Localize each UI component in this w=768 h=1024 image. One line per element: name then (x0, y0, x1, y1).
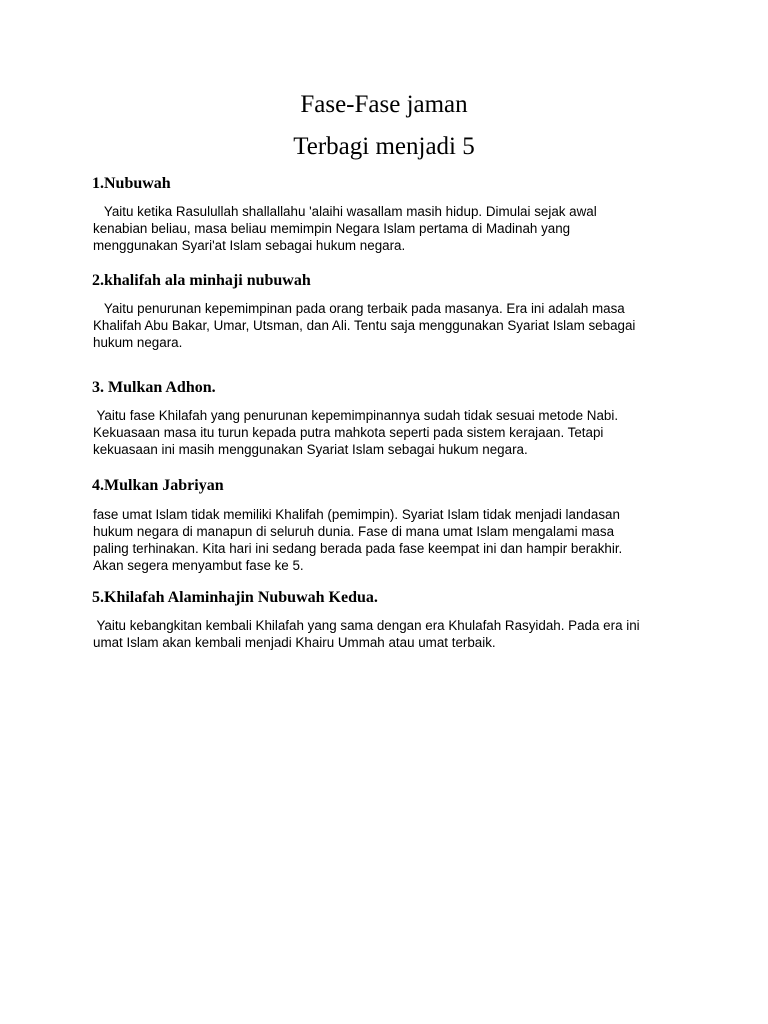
document-title: Fase-Fase jaman (300, 91, 468, 118)
section-body-mulkan-jabriyan (93, 506, 693, 574)
body-line: fase umat Islam tidak memiliki Khalifah (pemimpin). Syariat Islam tidak menjadi landasan (93, 507, 620, 522)
section-heading-mulkan-adhon: 3. Mulkan Adhon. (92, 379, 216, 396)
body-line: Yaitu fase Khilafah yang penurunan kepemimpinannya sudah tidak sesuai metode Nabi. (93, 408, 619, 423)
body-line: Yaitu penurunan kepemimpinan pada orang terbaik pada masanya. Era ini adalah masa (93, 301, 625, 316)
body-line: paling terhinakan. Kita hari ini sedang berada pada fase keempat ini dan hampir berakhir. (93, 541, 623, 556)
body-line: menggunakan Syari'at Islam sebagai hukum negara. (93, 238, 406, 253)
body-line: kekuasaan ini masih menggunakan Syariat Islam sebagai hukum negara. (93, 442, 528, 457)
section-body-nubuwah (93, 203, 693, 254)
body-line: umat Islam akan kembali menjadi Khairu Ummah atau umat terbaik. (93, 635, 496, 650)
section-heading-khalifah: 2.khalifah ala minhaji nubuwah (92, 272, 311, 289)
section-body-mulkan-adhon (93, 407, 693, 458)
section-heading-khilafah-kedua: 5.Khilafah Alaminhajin Nubuwah Kedua. (92, 589, 378, 606)
body-line: Kekuasaan masa itu turun kepada putra mahkota seperti pada sistem kerajaan. Tetapi (93, 425, 604, 440)
body-line: hukum negara di manapun di seluruh dunia. Fase di mana umat Islam mengalami masa (93, 524, 615, 539)
section-body-khilafah-kedua (93, 617, 693, 651)
document-subtitle: Terbagi menjadi 5 (293, 133, 475, 160)
section-body-khalifah (93, 300, 693, 351)
body-line: Yaitu ketika Rasulullah shallallahu 'alaihi wasallam masih hidup. Dimulai sejak awal (93, 204, 597, 219)
section-heading-mulkan-jabriyan: 4.Mulkan Jabriyan (92, 477, 224, 494)
section-heading-nubuwah: 1.Nubuwah (92, 175, 171, 192)
body-line: Khalifah Abu Bakar, Umar, Utsman, dan Ali. Tentu saja menggunakan Syariat Islam sebagai (93, 318, 636, 333)
body-line: hukum negara. (93, 335, 183, 350)
body-line: kenabian beliau, masa beliau memimpin Negara Islam pertama di Madinah yang (93, 221, 571, 236)
body-line: Yaitu kebangkitan kembali Khilafah yang sama dengan era Khulafah Rasyidah. Pada era ini (93, 618, 640, 633)
body-line: Akan segera menyambut fase ke 5. (93, 558, 304, 573)
